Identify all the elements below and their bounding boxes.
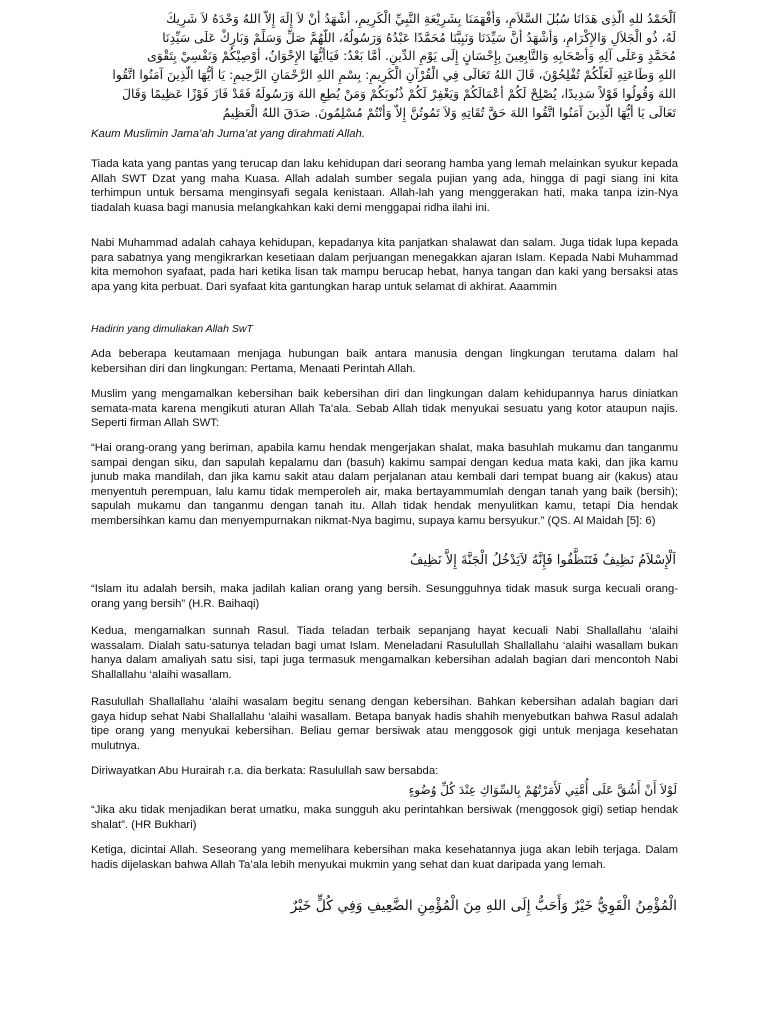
- arabic-hadith-strong-believer: الْمُؤْمِنُ الْقَوِيُّ خَيْرٌ وَأَحَبُّ إِلَى اللهِ مِنَ الْمُؤْمِنِ الضَّعِيفِ وَفِي كُلٍّ خَيْرٌ: [290, 898, 677, 914]
- paragraph-opening-praise: Tiada kata yang pantas yang terucap dan laku kehidupan dari seorang hamba yang lemah melainkan syukur kepada Allah SWT Dzat yang maha Kuasa. Allah adalah sumber segala pujian yang ada, hingga di pagi siang ini kita terhimpun untuk bersama menginsyafi segala kenistaan. Allah-lah yang menggerakan hati, maka tanpa izin-Nya tiadalah kuasa bagi manusia melangkahkan kaki demi menggapai ridha ilahi ini.: [91, 158, 678, 214]
- arabic-hadith-siwak: لَوْلاَ أَنْ أَشُقَّ عَلَى أُمَّتِي لَأَمَرْتُهُمْ بِالسِّوَاكِ عِنْدَ كُلِّ وُضُوءٍ: [408, 783, 677, 797]
- paragraph-abu-hurairah: Diriwayatkan Abu Hurairah r.a. dia berkata: Rasulullah saw bersabda:: [91, 765, 439, 777]
- arabic-line: تَعَالَى يَا أَيُّهَا الَّذِينَ آمَنُوا اتَّقُوا اللهَ حَقَّ تُقَاتِهِ وَلاَ تَمُوتُنَّ إِلاَّ وَأَنْتُمْ مُسْلِمُونَ. صَدَقَ اللهُ الْعَظِيمُ: [222, 104, 676, 120]
- paragraph-loved-by-allah: Ketiga, dicintai Allah. Seseorang yang memelihara kebersihan maka kesehatannya juga akan lebih terjaga. Dalam hadis dijelaskan bahwa Allah Ta’ala lebih menyukai mukmin yang sehat dan kuat daripada yang lemah.: [91, 844, 678, 871]
- hadith-translation-baihaqi: “Islam itu adalah bersih, maka jadilah kalian orang yang bersih. Sesungguhnya tidak masuk surga kecuali orang-orang yang bersih” (H.R. Baihaqi): [91, 583, 678, 610]
- arabic-line: اَلْحَمْدُ للهِ الَّذِى هَدَانَا سُبُلَ السَّلاَمِ، وَأَفْهَمَنَا بِشَرِيْعَةِ النَّبِيِّ الْكَرِيمِ، أَشْهَدُ أَنْ لاَ إِلَهَ إِلاَّ اللهُ وَحْدَهُ لاَ شَرِيكَ: [166, 11, 676, 26]
- paragraph-siwak: Rasulullah Shallallahu ‘alaihi wasalam begitu senang dengan kebersihan. Bahkan kebersihan adalah bagian dari gaya hidup sehat Nabi Shallallahu ‘alaihi wasallam. Betapa banyak hadis shahih menyebutkan bahwa Rasul adalah tipe orang yang menyukai kebersihan. Beliau gemar bersiwak atau menggosok gigi untuk menjaga kesehatan mulutnya.: [91, 696, 678, 752]
- greeting-heading: Hadirin yang dimuliakan Allah SwT: [91, 323, 253, 335]
- arabic-line: اللهِ وَطَاعَتِهِ لَعَلَّكُمْ تُفْلِحُوْنَ، قَالَ اللهُ تَعَالَى فِي الْقُرْآنِ الْكَرِيمِ: بِسْمِ اللهِ الرَّحْمَانِ الرَّحِيمِ: يَا أَيُّهَا الَّذِينَ آمَنُوا اتَّقُوا: [112, 67, 676, 83]
- paragraph-obey-allah: Muslim yang mengamalkan kebersihan baik kebersihan diri dan lingkungan dalam kehidupannya harus diniatkan semata-mata karena mengikuti aturan Allah Ta’ala. Sebab Allah tidak menyukai sesuatu yang kotor ataupun najis. Seperti firman Allah SWT:: [91, 388, 678, 429]
- arabic-line: مُحَمَّدٍ وَعَلَى آلِهِ وَأَصْحَابِهِ وَالتَّابِعِينَ بِإِحْسَانٍ إِلَى يَوْمِ الدِّينِ. أَمَّا بَعْدُ: فَيَاأَيُّهَا الإِخْوَانُ، أُوْصِيْكُمْ وَنَفْسِيْ بِتَقْوَى: [147, 48, 676, 64]
- greeting-heading: Kaum Muslimin Jama’ah Juma’at yang dirahmati Allah.: [91, 128, 365, 140]
- arabic-hadith-cleanliness: اَلْإِسْلاَمُ نَظِيفٌ فَتَنَظَّفُوا فَإِنَّهُ لاَيَدْخُلُ الْجَنَّةَ إِلاَّ نَظِيفٌ: [410, 553, 676, 568]
- arabic-line: لَهُ، ذُو الْجَلاَلِ وَالإِكْرَامِ، وَأَشْهَدُ أَنَّ سَيِّدَنَا وَنَبِيَّنَا مُحَمَّدًا عَبْدُهُ وَرَسُولُهُ، اللَّهُمَّ صَلِّ وَسَلِّمْ وَبَارِكْ عَلَى سَيِّدِنَا: [162, 29, 676, 45]
- hadith-translation-bukhari: “Jika aku tidak menjadikan berat umatku, maka sungguh aku perintahkan bersiwak (menggosok gigi) setiap hendak shalat”. (HR Bukhari): [91, 804, 678, 831]
- paragraph-first-virtue: Ada beberapa keutamaan menjaga hubungan baik antara manusia dengan lingkungan terutama dalam hal kebersihan diri dan lingkungan: Pertama, Menaati Perintah Allah.: [91, 348, 678, 375]
- arabic-opening-khutbah: [88, 10, 676, 122]
- arabic-line: اللهَ وَقُولُوا قَوْلاً سَدِيدًا، يُصْلِحْ لَكُمْ أَعْمَالَكُمْ وَيَغْفِرْ لَكُمْ ذُنُوبَكُمْ وَمَنْ يُطِعِ اللهَ وَرَسُولَهُ فَقَدْ فَازَ فَوْزًا عَظِيمًا وَقَالَ: [122, 85, 676, 101]
- paragraph-shalawat: Nabi Muhammad adalah cahaya kehidupan, kepadanya kita panjatkan shalawat dan salam. Juga tidak lupa kepada para sabatnya yang mengikrarkan kesetiaan dalam perjuangan menegakkan ajaran Islam. Kepada Nabi Muhammad kita memohon syafaat, pada hari ketika lisan tak mampu berucap hebat, hanya tangan dan kaki yang bersaksi atas apa yang kita perbuat. Dari syafaat kita gantungkan harap untuk selamat di akhirat. Aaammin: [91, 237, 678, 293]
- paragraph-sunnah-rasul: Kedua, mengamalkan sunnah Rasul. Tiada teladan terbaik sepanjang hayat kecuali Nabi Shallallahu ‘alaihi wassalam. Dialah satu-satunya teladan bagi umat Islam. Meneladani Rasulullah Shallallahu ‘alaihi wasallam bukan hanya dalam amaliyah satu sisi, tapi juga termasuk mengamalkan kebersihan adalah bagian dari mencontoh Nabi Shallallahu ‘alaihi wasallam.: [91, 625, 678, 681]
- quran-quote-al-maidah: “Hai orang-orang yang beriman, apabila kamu hendak mengerjakan shalat, maka basuhlah mukamu dan tanganmu sampai dengan siku, dan sapulah kepalamu dan (basuh) kakimu sampai dengan kedua mata kaki, dan jika kamu junub maka mandilah, dan jika kamu sakit atau dalam perjalanan atau kembali dari tempat buang air (kakus) atau menyentuh perempuan, lalu kamu tidak memperoleh air, maka bertayammumlah dengan tanah yang baik (bersih); sapulah mukamu dan tanganmu dengan tanah itu. Allah tidak hendak menyulitkan kamu, tetapi Dia hendak membersihkan kamu dan menyempurnakan nikmat-Nya bagimu, supaya kamu bersyukur.” (QS. Al Maidah [5]: 6): [91, 442, 678, 527]
